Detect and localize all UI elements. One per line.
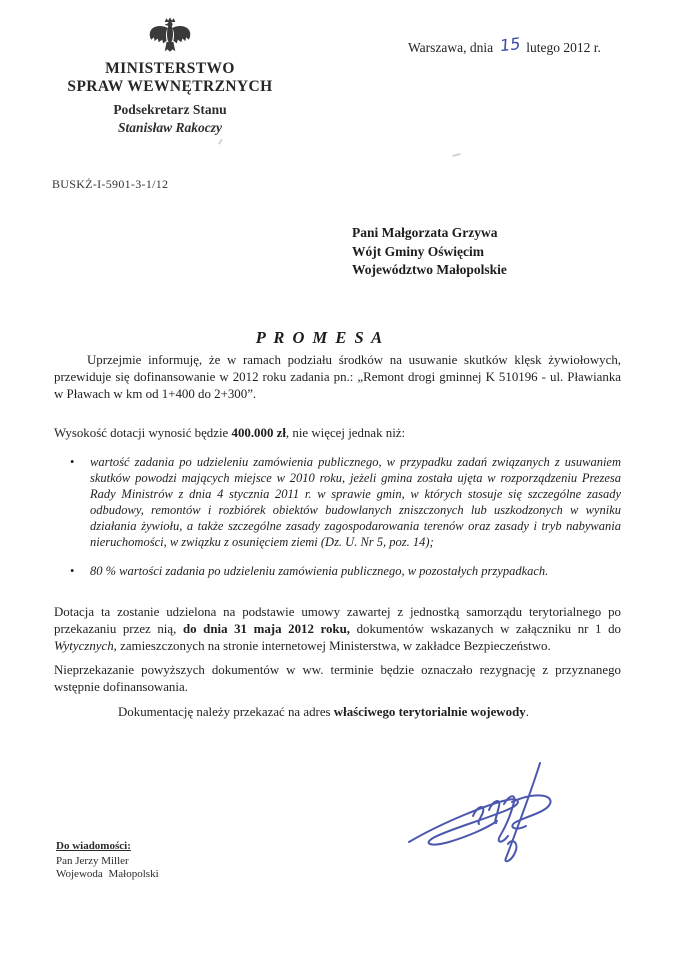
- reference-number: BUSKŻ-I-5901-3-1/12: [52, 177, 169, 191]
- agreement-post: zamieszczonych na stronie internetowej Ministerstwa, w zakładce Bezpieczeństwo.: [116, 639, 551, 654]
- paragraph-intro: Uprzejmie informuję, że w ramach podziału środków na usuwanie skutków klęsk żywiołowych, przewiduje się dofinansowanie w 2012 roku zadania pn.: „Remont drogi gminnej K 510196 - ul. Pławianka w Pławach w km od 1+400 do 2+300”.: [54, 353, 621, 401]
- document-title: P R O M E S A: [255, 328, 385, 347]
- cc-heading: Do wiadomości:: [56, 840, 131, 852]
- handwritten-signature: [403, 758, 588, 870]
- addressee-name: Pani Małgorzata Grzywa: [352, 225, 498, 240]
- delivery-pre: Dokumentację należy przekazać na adres: [118, 705, 334, 720]
- cc-person-role: Wojewoda Małopolski: [56, 868, 159, 880]
- addressee-role: Wójt Gminy Oświęcim: [352, 243, 484, 259]
- ministry-name-line2: SPRAW WEWNĘTRZNYCH: [67, 78, 273, 95]
- delivery-bold: właściwego terytorialnie wojewody: [333, 705, 526, 720]
- scan-artifact: [451, 149, 460, 157]
- dateline: [408, 33, 601, 56]
- polish-eagle-emblem-icon: [45, 16, 295, 58]
- handwritten-day: 15: [498, 33, 521, 56]
- grant-post: , nie więcej jednak niż:: [285, 426, 406, 440]
- grant-amount-line: [54, 425, 621, 442]
- cc-person: Pan Jerzy Miller: [56, 855, 129, 867]
- list-item-condition-1: [90, 455, 621, 550]
- delivery-post: .: [525, 705, 529, 720]
- conditions-list: [54, 455, 621, 580]
- official-title: Podsekretarz Stanu: [113, 102, 227, 117]
- agreement-deadline: do dnia 31 maja 2012 roku,: [182, 622, 350, 637]
- agreement-guidelines-ref: Wytycznych,: [54, 639, 117, 654]
- official-name: Stanisław Rakoczy: [118, 120, 222, 135]
- addressee-region: Województwo Małopolskie: [352, 262, 507, 277]
- agreement-pre: Dotacja ta zostanie udzielona na podstawie umowy zawartej z jednostką samorządu terytorialnego po przekazaniu przez nią,: [54, 605, 621, 637]
- list-item-condition-2: [90, 564, 621, 580]
- condition-1-text: wartość zadania po udzieleniu zamówienia publicznego, w przypadku zadań związanych z usuwaniem skutków powodzi mających miejsce w 2010 roku, jeżeli gmina została ujęta w rozporządzeniu Prezesa Rady Ministrów z dnia 4 stycznia 2011 r. w sprawie gmin, w których stosuje się szczególne zasady odbudowy, remontów i rozbiórek obiektów budowlanych zniszczonych lub uszkodzonych w wyniku działania żywiołu, a także szczególne zasady zagospodarowania terenów oraz zasady i tryb nabywania nieruchomości, w związku z osunięciem ziemi (Dz. U. Nr 5, poz. 14);: [90, 455, 621, 549]
- ministry-name-line1: MINISTERSTWO: [105, 60, 235, 77]
- cc-block: [56, 840, 159, 881]
- scan-artifact: [218, 139, 227, 148]
- paragraph-delivery: [54, 704, 621, 721]
- agreement-mid: dokumentów wskazanych w załączniku nr 1 do: [350, 622, 621, 637]
- letterhead: [45, 16, 295, 136]
- date-suffix: lutego 2012 r.: [526, 40, 601, 55]
- addressee-block: [352, 224, 507, 280]
- paragraph-warning: Nieprzekazanie powyższych dokumentów w ww. terminie będzie oznaczało rezygnację z przyznanego wstępnie dofinansowania.: [54, 663, 621, 695]
- grant-amount: 400.000 zł: [231, 426, 286, 440]
- condition-2-text: 80 % wartości zadania po udzieleniu zamówienia publicznego, w pozostałych przypadkach.: [90, 564, 549, 579]
- grant-pre: Wysokość dotacji wynosić będzie: [54, 426, 232, 440]
- letter-body: [54, 352, 621, 721]
- paragraph-agreement: [54, 604, 621, 655]
- date-prefix: Warszawa, dnia: [408, 40, 494, 55]
